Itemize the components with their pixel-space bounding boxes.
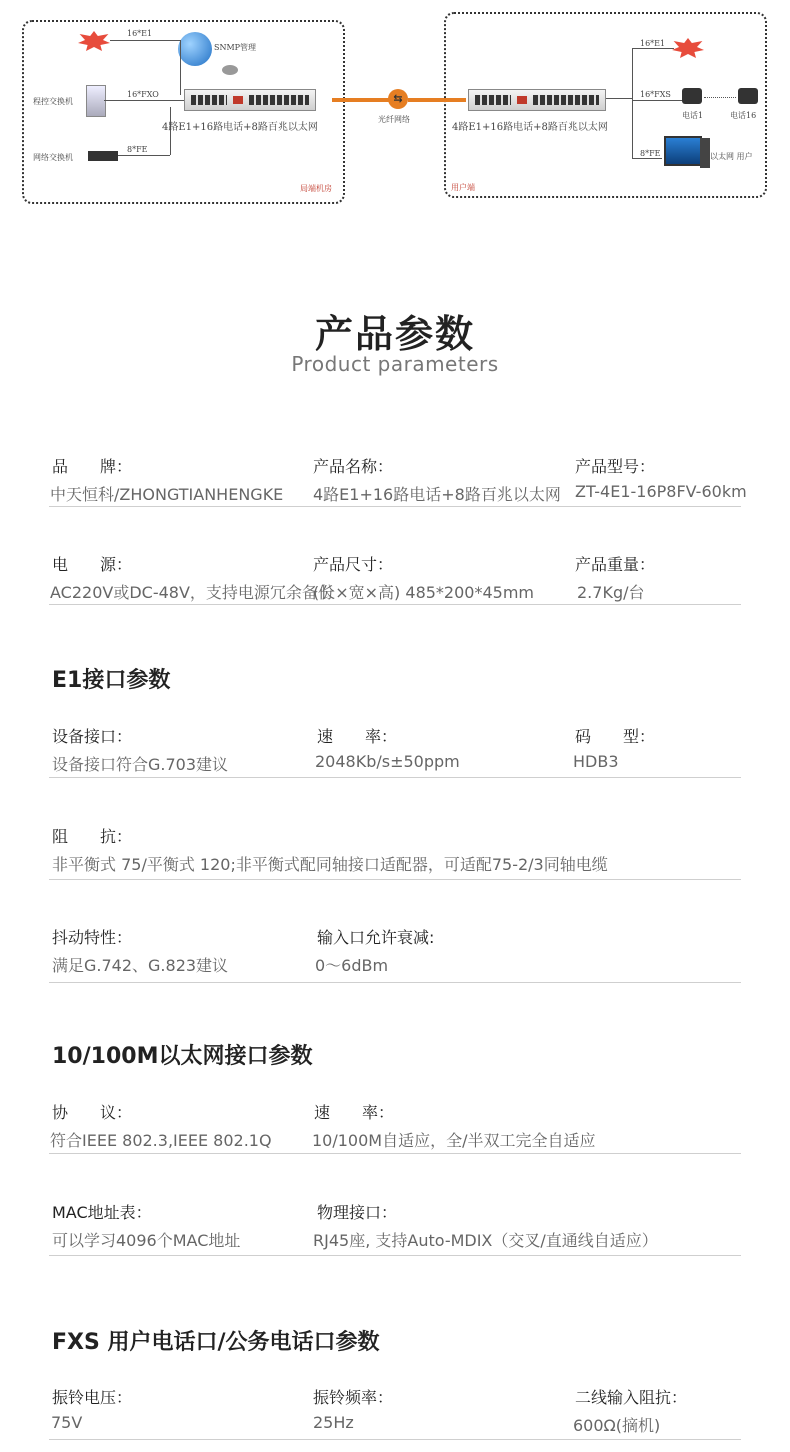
param-label: 产品名称：: [313, 457, 394, 476]
switch-label: 网络交换机: [33, 153, 73, 162]
e1-section-title: E1接口参数: [52, 668, 171, 693]
fiber-link-right: [408, 98, 466, 102]
fxs-count-label: 16*FXS: [640, 90, 671, 99]
user-device-caption: 4路E1+16路电话+8路百兆以太网: [452, 122, 608, 133]
network-diagram: [0, 0, 790, 215]
fe-count-label: 8*FE: [640, 149, 661, 158]
param-label: 产品型号：: [575, 457, 656, 476]
link-line: [606, 98, 632, 99]
param-label: 二线输入阻抗：: [575, 1388, 688, 1407]
param-value: 0～6dBm: [315, 956, 389, 975]
page-subtitle: Product parameters: [291, 352, 499, 376]
pbx-label: 程控交换机: [33, 97, 73, 106]
param-label: 物理接口：: [317, 1203, 398, 1222]
param-value: 满足G.742、G.823建议: [52, 956, 229, 975]
param-value: 2.7Kg/台: [577, 583, 645, 602]
link-line: [632, 158, 662, 159]
phone16-label: 电话16: [730, 111, 757, 120]
network-switch-icon: [88, 151, 118, 161]
user-side-label: 用户端: [451, 183, 475, 192]
param-value: (长×宽×高) 485*200*45mm: [313, 583, 534, 602]
fiber-network-label: 光纤网络: [378, 115, 410, 124]
param-label: MAC地址表：: [52, 1203, 152, 1222]
phone1-label: 电话1: [682, 111, 704, 120]
phone-icon: [738, 88, 758, 104]
param-label: 产品重量：: [575, 555, 656, 574]
param-value: ZT-4E1-16P8FV-60km: [575, 482, 747, 501]
param-row-e1-interface: [49, 722, 741, 778]
param-value: HDB3: [573, 752, 619, 771]
param-value: RJ45座, 支持Auto-MDIX（交叉/直通线自适应）: [313, 1231, 658, 1250]
central-device-caption: 4路E1+16路电话+8路百兆以太网: [162, 122, 318, 133]
param-row-fxs-ring: [49, 1383, 741, 1440]
param-label: 振铃电压：: [52, 1388, 133, 1407]
computer-icon: [664, 136, 702, 166]
param-row-brand: [49, 452, 747, 507]
param-value: AC220V或DC-48V，支持电源冗余备份: [50, 583, 334, 602]
param-value: 4路E1+16路电话+8路百兆以太网: [313, 485, 561, 504]
param-value: 2048Kb/s±50ppm: [315, 752, 460, 771]
link-line: [118, 155, 170, 156]
link-line: [180, 40, 181, 95]
param-value: 非平衡式 75/平衡式 120;非平衡式配同轴接口适配器，可适配75-2/3同轴电缆: [52, 855, 608, 874]
link-line: [110, 40, 180, 41]
e1-count-label: 16*E1: [640, 39, 666, 48]
pbx-icon: [86, 85, 106, 117]
param-value: 可以学习4096个MAC地址: [52, 1231, 241, 1250]
central-office-label: 局端机房: [300, 184, 332, 193]
param-value: 中天恒科/ZHONGTIANHENGKE: [50, 485, 284, 504]
phone-icon: [682, 88, 702, 104]
param-row-e1-jitter: [49, 923, 741, 983]
fiber-link-left: [332, 98, 390, 102]
link-line: [632, 48, 674, 49]
mouse-icon: [222, 65, 238, 75]
param-value: 600Ω(摘机): [573, 1416, 661, 1435]
snmp-globe-icon: [178, 32, 212, 66]
param-label: 产品尺寸：: [313, 555, 394, 574]
param-label: 阻 抗：: [52, 827, 133, 846]
lan-user-label: 以太网 用户: [710, 152, 753, 161]
param-label: 码 型：: [575, 727, 656, 746]
param-value: 25Hz: [313, 1413, 354, 1432]
param-label: 速 率：: [314, 1103, 395, 1122]
param-row-eth-protocol: [49, 1098, 741, 1154]
param-value: 75V: [51, 1413, 83, 1432]
fxo-count-label: 16*FXO: [127, 90, 159, 99]
link-line: [632, 100, 682, 101]
link-line: [104, 100, 184, 101]
param-row-e1-impedance: [49, 822, 741, 880]
param-label: 设备接口：: [52, 727, 133, 746]
snmp-label: SNMP管理: [214, 43, 257, 52]
param-label: 抖动特性：: [52, 928, 133, 947]
fiber-network-icon: ⇆: [388, 89, 408, 109]
computer-tower-icon: [700, 138, 710, 168]
fe-count-label: 8*FE: [127, 145, 148, 154]
param-value: 设备接口符合G.703建议: [52, 755, 229, 774]
central-office-device: [184, 89, 316, 111]
param-value: 10/100M自适应，全/半双工完全自适应: [312, 1131, 596, 1150]
param-label: 电 源：: [52, 555, 133, 574]
link-line: [632, 48, 633, 158]
param-row-power: [49, 550, 741, 605]
param-label: 品 牌：: [52, 457, 133, 476]
param-label: 速 率：: [317, 727, 398, 746]
param-label: 输入口允许衰减:: [317, 928, 435, 947]
dotted-link: [704, 97, 736, 98]
user-side-device: [468, 89, 606, 111]
page-title: 产品参数: [314, 312, 475, 356]
param-label: 振铃频率：: [313, 1388, 394, 1407]
ethernet-section-title: 10/100M以太网接口参数: [52, 1044, 313, 1069]
fxs-section-title: FXS 用户电话口/公务电话口参数: [52, 1330, 380, 1355]
param-row-eth-mac: [49, 1198, 741, 1256]
e1-count-label: 16*E1: [127, 29, 153, 38]
param-label: 协 议：: [52, 1103, 133, 1122]
param-value: 符合IEEE 802.3,IEEE 802.1Q: [50, 1131, 272, 1150]
